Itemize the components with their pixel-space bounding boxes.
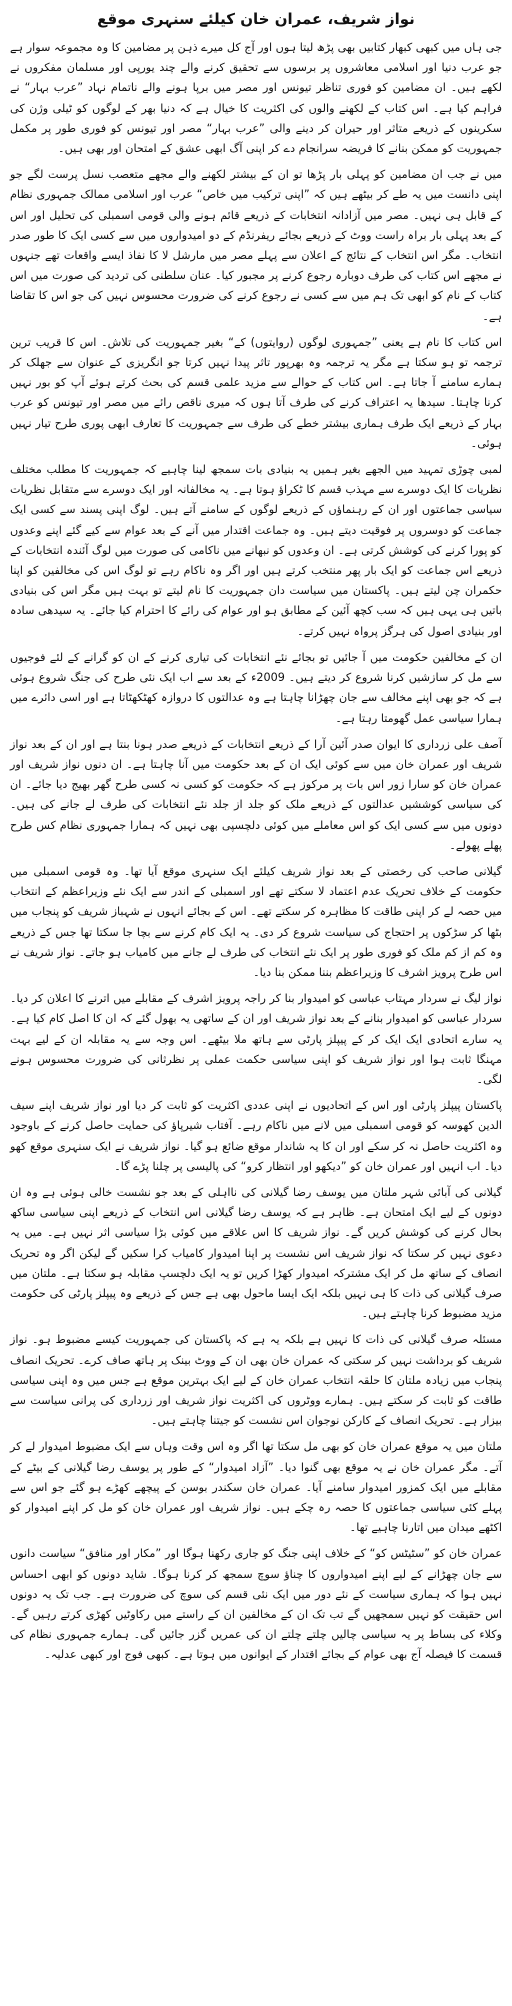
article-paragraph-2: میں نے جب ان مضامین کو پہلی بار پڑھا تو ان کے بیشتر لکھنے والے مجھے متعصب نسل پرست لگے جو اپنی دانست میں یہ طے کر بیٹھے ہیں کہ ”اپنی ترکیب میں خاص“ عرب اور اسلامی ممالک جمہوری نظام کے قابل ہی نہیں۔ مصر میں آزادانہ انتخابات کے ذریعے قائم ہونے والی قومی اسمبلی کی تحلیل اور اس کے بعد پہلی بار براہ راست ووٹ کے ذریعے بجائے ریفرنڈم کے دو امیدواروں میں سے کسی ایک کا طور صدر انتخاب۔ مگر اس انتخاب کے نتائج کے اعلان سے پہلے مصر میں مارشل لا کا نفاذ ایسے واقعات تھے جنہوں نے مجھے اس کتاب کی طرف دوبارہ رجوع کرنے پر مجبور کیا۔ عنان سلطنی کی تردید کی صورت میں اس کتاب کے نام کو ابھی تک ہم میں سے کسی نے رجوع کرنے کی ضرورت محسوس نہیں کی جو اس کا تقاضا ہے۔: [10, 168, 502, 323]
article-paragraph-10: گیلانی کی آبائی شہر ملتان میں یوسف رضا گیلانی کی نااہلی کے بعد جو نشست خالی ہوئی ہے وہ ان دونوں کے لیے ایک امتحان ہے۔ ظاہر ہے کہ یوسف رضا گیلانی اس انتخاب کے ذریعے اپنی سیاسی ساکھ بحال کرنے کی کوشش کریں گے۔ نواز شریف کا اس علاقے میں کوئی بڑا سیاسی اثر نہیں ہے۔ میں یہ دعوی نہیں کر سکتا کہ نواز شریف اس نشست پر اپنا امیدوار کامیاب کرا سکیں گے لیکن اگر وہ تحریک انصاف کے ساتھ مل کر ایک مشترکہ امیدوار کھڑا کریں تو یہ ایک دلچسپ مقابلہ ہو سکتا ہے۔ ملتان میں صرف گیلانی کی ذات کا ہی نہیں بلکہ ایک ایسا ماحول بھی ہے جس کے ذریعے وہ پیپلز پارٹی کی حکومت مزید مضبوط کرنا چاہتے ہیں۔: [10, 1185, 502, 1321]
article-paragraph-7: گیلانی صاحب کی رخصتی کے بعد نواز شریف کیلئے ایک سنہری موقع آیا تھا۔ وہ قومی اسمبلی میں حکومت کے خلاف تحریک عدم اعتماد لا سکتے تھے اور اسمبلی کے اندر سے ایک نئے وزیراعظم کے انتخاب میں حصہ لے کر اپنی طاقت کا مظاہرہ کر سکتے تھے۔ اس کے بجائے انہوں نے شہباز شریف کو پنجاب میں بٹھا کر سڑکوں پر احتجاج کی سیاست شروع کر دی۔ یہ ایک کام کرنے سے بچا جا سکتا تھا جس کے ذریعے وہ کم از کم ملک کو فوری طور پر ایک نئے انتخاب کی طرف لے جانے میں کامیاب ہو جاتے۔ نواز شریف نے اس طرح پرویز اشرف کا وزیراعظم بننا ممکن بنا دیا۔: [10, 864, 502, 979]
article-paragraph-9: پاکستان پیپلز پارٹی اور اس کے اتحادیوں نے اپنی عددی اکثریت کو ثابت کر دیا اور نواز شریف اپنے سیف الدین کھوسہ کو قومی اسمبلی میں لانے میں ناکام رہے۔ آفتاب شیرپاؤ کی حمایت حاصل کرنے کے باوجود وہ اکثریت حاصل نہ کر سکے اور ان کا یہ شاندار موقع ضائع ہو گیا۔ نواز شریف نے ایک سنہری موقع کھو دیا۔ اب انہیں اور عمران خان کو ”دیکھو اور انتظار کرو“ کی پالیسی پر چلنا پڑے گا۔: [10, 1099, 502, 1173]
article-paragraph-12: ملتان میں یہ موقع عمران خان کو بھی مل سکتا تھا اگر وہ اس وقت وہاں سے ایک مضبوط امیدوار لے کر آتے۔ مگر عمران خان نے یہ موقع بھی گنوا دیا۔ ”آزاد امیدوار“ کے طور پر یوسف رضا گیلانی کے بیٹے کے مقابلے میں ایک کمزور امیدوار سامنے آیا۔ عمران خان سکندر بوسن کے پیچھے کھڑے ہو گئے جو اس سے پہلے کئی سیاسی جماعتوں کا حصہ رہ چکے ہیں۔ نواز شریف اور عمران خان کو مل کر اپنے امیدوار کو اکٹھے میدان میں اتارنا چاہیے تھا۔: [10, 1440, 502, 1535]
article-paragraph-3: اس کتاب کا نام ہے یعنی ”جمہوری لوگوں (روایتوں) کے“ بغیر جمہوریت کی تلاش۔ اس کا قریب ترین ترجمہ تو ہو سکتا ہے مگر یہ ترجمہ وہ بھرپور تاثر پیدا نہیں کرتا جو انگریزی کے عنوان سے جھلک کر ہمارے سامنے آ جاتا ہے۔ اس کتاب کے حوالے سے مزید علمی قسم کی بحث کرتے ہوئے آپ کو بور نہیں کرنا چاہتا۔ سیدھا یہ اعتراف کرنے کی طرف آتا ہوں کہ میری ناقص رائے میں مصر اور تیونس کو عرب بہار کے ذریعے ایک طرف ہماری بیشتر خطے کی طرف سے جمہوریت کا تعارف ابھی پوری طرح تیار نہیں ہوئی۔: [10, 335, 502, 450]
article-paragraph-6: آصف علی زرداری کا ایوان صدر آئین آرا کے ذریعے انتخابات کے ذریعے صدر ہونا بنتا ہے اور ان کے بعد نواز شریف اور عمران خان میں سے کوئی ایک ان کے بعد حکومت میں آنا چاہتا ہے۔ ان دنوں نواز شریف اور عمران خان کو سارا زور اس بات پر مرکوز ہے کہ حکومت کو کسی نہ کسی طرح گھر بھیج دیا جائے۔ ان کی سیاسی کوششیں عدالتوں کے ذریعے ملک کو جلد از جلد نئے انتخابات کی طرف لے جانے کی ہیں۔ دونوں میں سے کسی ایک کو اس معاملے میں کوئی دلچسپی بھی نہیں کہ ہمارا جمہوری نظام کس طرح پھلے پھولے۔: [10, 737, 502, 852]
article-paragraph-11: مسئلہ صرف گیلانی کی ذات کا نہیں ہے بلکہ یہ ہے کہ پاکستان کی جمہوریت کیسے مضبوط ہو۔ نواز شریف کو برداشت نہیں کر سکتی کہ عمران خان بھی ان کے ووٹ بینک پر ہاتھ صاف کرے۔ تحریک انصاف پنجاب میں زیادہ ملتان کا حلقہ انتخاب عمران خان کے لیے ایک بہترین موقع ہے جس میں وہ اپنی سیاسی طاقت کو ثابت کر سکتے ہیں۔ ہمارے ووٹروں کی اکثریت نواز شریف اور زرداری کی پرانی سیاست سے بیزار ہے۔ تحریک انصاف کے کارکن نوجوان اس نشست کو جیتنا چاہتے ہیں۔: [10, 1333, 502, 1428]
article-headline: نواز شریف، عمران خان کیلئے سنہری موقع: [97, 10, 415, 28]
article-paragraph-1: جی ہاں میں کبھی کبھار کتابیں بھی پڑھ لیتا ہوں اور آج کل میرے ذہن پر مضامین کا وہ مجموعہ سوار ہے جو عرب دنیا اور اسلامی معاشروں پر برسوں سے تحقیق کرنے والے چند یورپی اور مسلمان مفکروں نے لکھے ہیں۔ ان مضامین کو فوری تناظر تیونس اور مصر میں برپا ہونے والے ناتمام نہاد ”عرب بہار“ نے فراہم کیا ہے۔ اس کتاب کے لکھنے والوں کی اکثریت کا خیال ہے کہ دنیا بھر کے لوگوں کو ٹیلی وژن کی سکرینوں کے ذریعے متاثر اور حیران کر دینے والی ”عرب بہار“ مصر اور تیونس کو فوری طور پر مکمل جمہوریت کو ممکن بنانے کا فریضہ سرانجام دے کر اپنی آگ ابھی عشق کے امتحان اور بھی ہیں۔: [10, 41, 502, 156]
article-paragraph-8: نواز لیگ نے سردار مہتاب عباسی کو امیدوار بنا کر راجہ پرویز اشرف کے مقابلے میں اترنے کا اعلان کر دیا۔ سردار عباسی کو امیدوار بنانے کے بعد نواز شریف اور ان کے ساتھی یہ بھول گئے کہ ان کا اصل کام کیا ہے۔ یہ سارے اتحادی ایک ایک کر کے پیپلز پارٹی سے ہاتھ ملا بیٹھے۔ اس وجہ سے یہ مقابلہ ان کے لیے بہت مہنگا ثابت ہوا اور نواز شریف کو اپنی سیاسی حکمت عملی پر نظرثانی کی ضرورت محسوس ہونے لگی۔: [10, 992, 502, 1086]
article-paragraph-13: عمران خان کو ”سٹیٹس کو“ کے خلاف اپنی جنگ کو جاری رکھنا ہوگا اور ”مکار اور منافق“ سیاست دانوں سے جان چھڑانے کے لیے اپنے امیدواروں کا چناؤ سوچ سمجھ کر کرنا ہوگا۔ شاید دونوں کو ابھی احساس نہیں ہوا کہ ہماری سیاست کے نئے دور میں ایک نئی قسم کی سوچ کی ضرورت ہے۔ جب تک یہ دونوں اس حقیقت کو نہیں سمجھیں گے تب تک ان کے مخالفین ان کے راستے میں رکاوٹیں کھڑی کرتے رہیں گے۔ وکلاء کی بساط پر یہ سیاسی چالیں چلتے چلتے ان کی عمریں گزر جائیں گی۔ ہمارے جمہوری نظام کی قسمت کا فیصلہ آج بھی عوام کے بجائے اقتدار کے ایوانوں میں ہوتا ہے۔ کبھی فوج اور کبھی عدلیہ۔: [10, 1547, 502, 1662]
article-paragraph-4: لمبی چوڑی تمہید میں الجھے بغیر ہمیں یہ بنیادی بات سمجھ لینا چاہیے کہ جمہوریت کا مطلب مختلف نظریات کا ایک دوسرے سے مہذب قسم کا ٹکراؤ ہوتا ہے۔ یہ مخالفانہ اور ایک دوسرے سے متقابل نظریات سیاسی جماعتوں اور ان کے رہنماؤں کے ذریعے لوگوں کے سامنے آتے ہیں۔ لوگ اپنی پسند سے کسی ایک جماعت کو دوسروں پر فوقیت دیتے ہیں۔ وہ جماعت اقتدار میں آنے کے بعد عوام سے کیے گئے اپنے وعدوں کو پورا کرنے کی کوشش کرتی ہے۔ ان وعدوں کو نبھانے میں ناکامی کی صورت میں لوگ آئندہ انتخابات کے ذریعے اس جماعت کو ایک بار پھر منتخب کرتے ہیں اور اگر وہ ناکام رہے تو لوگ اس کی مخالفین کو اپنا حکمران چن لیتے ہیں۔ پاکستان میں سیاست دان جمہوریت کا نام لیتے تو بہت ہیں مگر اس کی بنیادی باتیں ہی یہی ہیں کہ سب کچھ آئین کے مطابق ہو اور عوام کی رائے کا احترام کیا جائے۔ یہ سیدھی سادہ اور بنیادی اصول کی ہرگز پرواہ نہیں کرتے۔: [10, 463, 502, 638]
article-paragraph-5: ان کے مخالفین حکومت میں آ جائیں تو بجائے نئے انتخابات کی تیاری کرنے کے ان کو گرانے کے لئے فوجیوں سے مل کر سازشیں کرنا شروع کر دیتے ہیں۔ 2009ء کے بعد سے اب ایک نئی طرح کی جنگ شروع ہوئی ہے کہ جو بھی اپنے مخالف سے جان چھڑانا چاہتا ہے وہ عدالتوں کا دروازہ کھٹکھٹاتا ہے اور اسی دائرے میں ہمارا سیاسی عمل گھومتا رہتا ہے۔: [10, 650, 502, 725]
